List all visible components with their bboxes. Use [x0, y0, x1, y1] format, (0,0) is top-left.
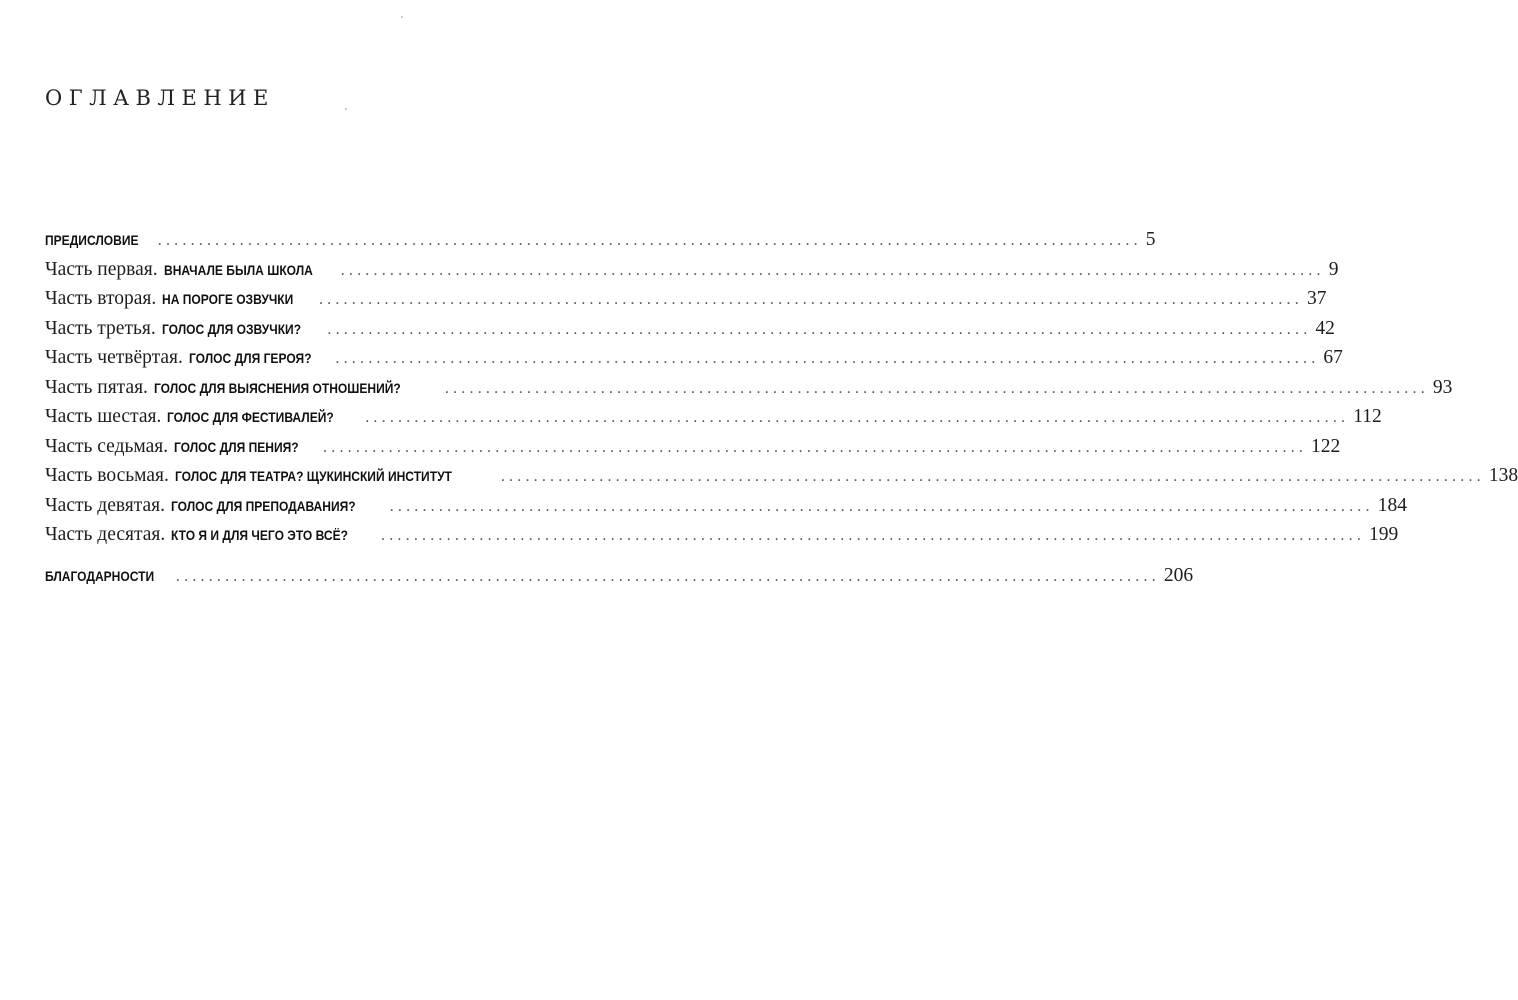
toc-title: НА ПОРОГЕ ОЗВУЧКИ [162, 291, 294, 307]
toc-part-label: Часть четвёртая. [45, 347, 183, 368]
toc-entry-part-2[interactable] [45, 288, 1327, 318]
dot-leader: ........................................................................................................................ [389, 497, 1374, 515]
toc-part-label: Часть пятая. [45, 376, 148, 398]
toc-part-label: Часть первая. [45, 258, 158, 280]
toc-title: КТО Я И ДЛЯ ЧЕГО ЭТО ВСЁ? [171, 527, 349, 543]
toc-title: ГОЛОС ДЛЯ ПРЕПОДАВАНИЯ? [171, 497, 356, 514]
toc-title: ГОЛОС ДЛЯ ГЕРОЯ? [188, 350, 312, 366]
toc-page-number: 9 [1328, 258, 1339, 280]
toc-entry-part-3[interactable] [45, 317, 1335, 348]
toc-part-label: Часть девятая. [45, 494, 166, 516]
toc-entry-part-7[interactable] [45, 435, 1341, 466]
toc-page-number: 5 [1145, 229, 1156, 250]
toc-part-label: Часть седьмая. [45, 435, 169, 457]
dot-leader: ........................................................................................................................ [444, 379, 1429, 397]
toc-title: ГОЛОС ДЛЯ ОЗВУЧКИ? [161, 320, 301, 337]
toc-entry-preface[interactable] [45, 229, 1156, 259]
dot-leader: ........................................................................................................................ [318, 291, 1303, 308]
toc-entry-part-5[interactable] [45, 376, 1453, 407]
toc-part-label: Часть десятая. [45, 524, 166, 545]
toc-page-number: 93 [1432, 376, 1453, 398]
dot-leader: ........................................................................................................................ [157, 232, 1142, 249]
toc-title: БЛАГОДАРНОСТИ [45, 567, 155, 584]
toc-page-number: 37 [1306, 288, 1327, 309]
dot-leader: ........................................................................................................................ [323, 438, 1308, 456]
toc-page-number: 199 [1369, 524, 1399, 545]
toc-part-label: Часть шестая. [45, 406, 162, 427]
toc-page-number: 206 [1163, 564, 1194, 586]
toc-page-number: 184 [1377, 494, 1407, 516]
toc-title: ГОЛОС ДЛЯ ФЕСТИВАЛЕЙ? [167, 409, 335, 425]
toc-part-label: Часть вторая. [45, 288, 157, 309]
dot-leader: ........................................................................................................................ [327, 320, 1312, 338]
toc-page-number: 122 [1311, 435, 1341, 457]
toc-page-number: 138 [1488, 465, 1518, 486]
toc-entry-part-10[interactable] [45, 524, 1399, 554]
toc-entry-part-9[interactable] [45, 494, 1407, 525]
dot-leader: ........................................................................................................................ [175, 567, 1160, 585]
dot-leader: ........................................................................................................................ [500, 468, 1485, 485]
toc-part-label: Часть третья. [45, 317, 156, 339]
table-of-contents [45, 229, 1518, 594]
toc-title: ПРЕДИСЛОВИЕ [45, 232, 139, 248]
toc-title: ВНАЧАЛЕ БЫЛА ШКОЛА [163, 261, 313, 278]
dot-leader: ........................................................................................................................ [365, 409, 1350, 426]
toc-entry-part-4[interactable] [45, 347, 1343, 377]
toc-title: ГОЛОС ДЛЯ ВЫЯСНЕНИЯ ОТНОШЕНИЙ? [153, 379, 401, 396]
print-speck [401, 16, 403, 18]
dot-leader: ........................................................................................................................ [340, 261, 1325, 279]
toc-page-number: 67 [1323, 347, 1343, 368]
toc-entry-acknowledgements[interactable] [45, 564, 1194, 595]
toc-heading: ОГЛАВЛЕНИЕ [45, 86, 275, 110]
dot-leader: ........................................................................................................................ [381, 527, 1366, 544]
toc-entry-part-6[interactable] [45, 406, 1382, 436]
toc-part-label: Часть восьмая. [45, 465, 169, 486]
toc-page-number: 42 [1315, 317, 1335, 339]
dot-leader: ........................................................................................................................ [335, 350, 1320, 367]
toc-entry-part-8[interactable] [45, 465, 1518, 495]
toc-page-number: 112 [1353, 406, 1382, 427]
toc-title: ГОЛОС ДЛЯ ПЕНИЯ? [174, 438, 299, 455]
toc-title: ГОЛОС ДЛЯ ТЕАТРА? ЩУКИНСКИЙ ИНСТИТУТ [174, 468, 452, 484]
print-speck [345, 108, 347, 110]
toc-entry-part-1[interactable] [45, 258, 1339, 289]
